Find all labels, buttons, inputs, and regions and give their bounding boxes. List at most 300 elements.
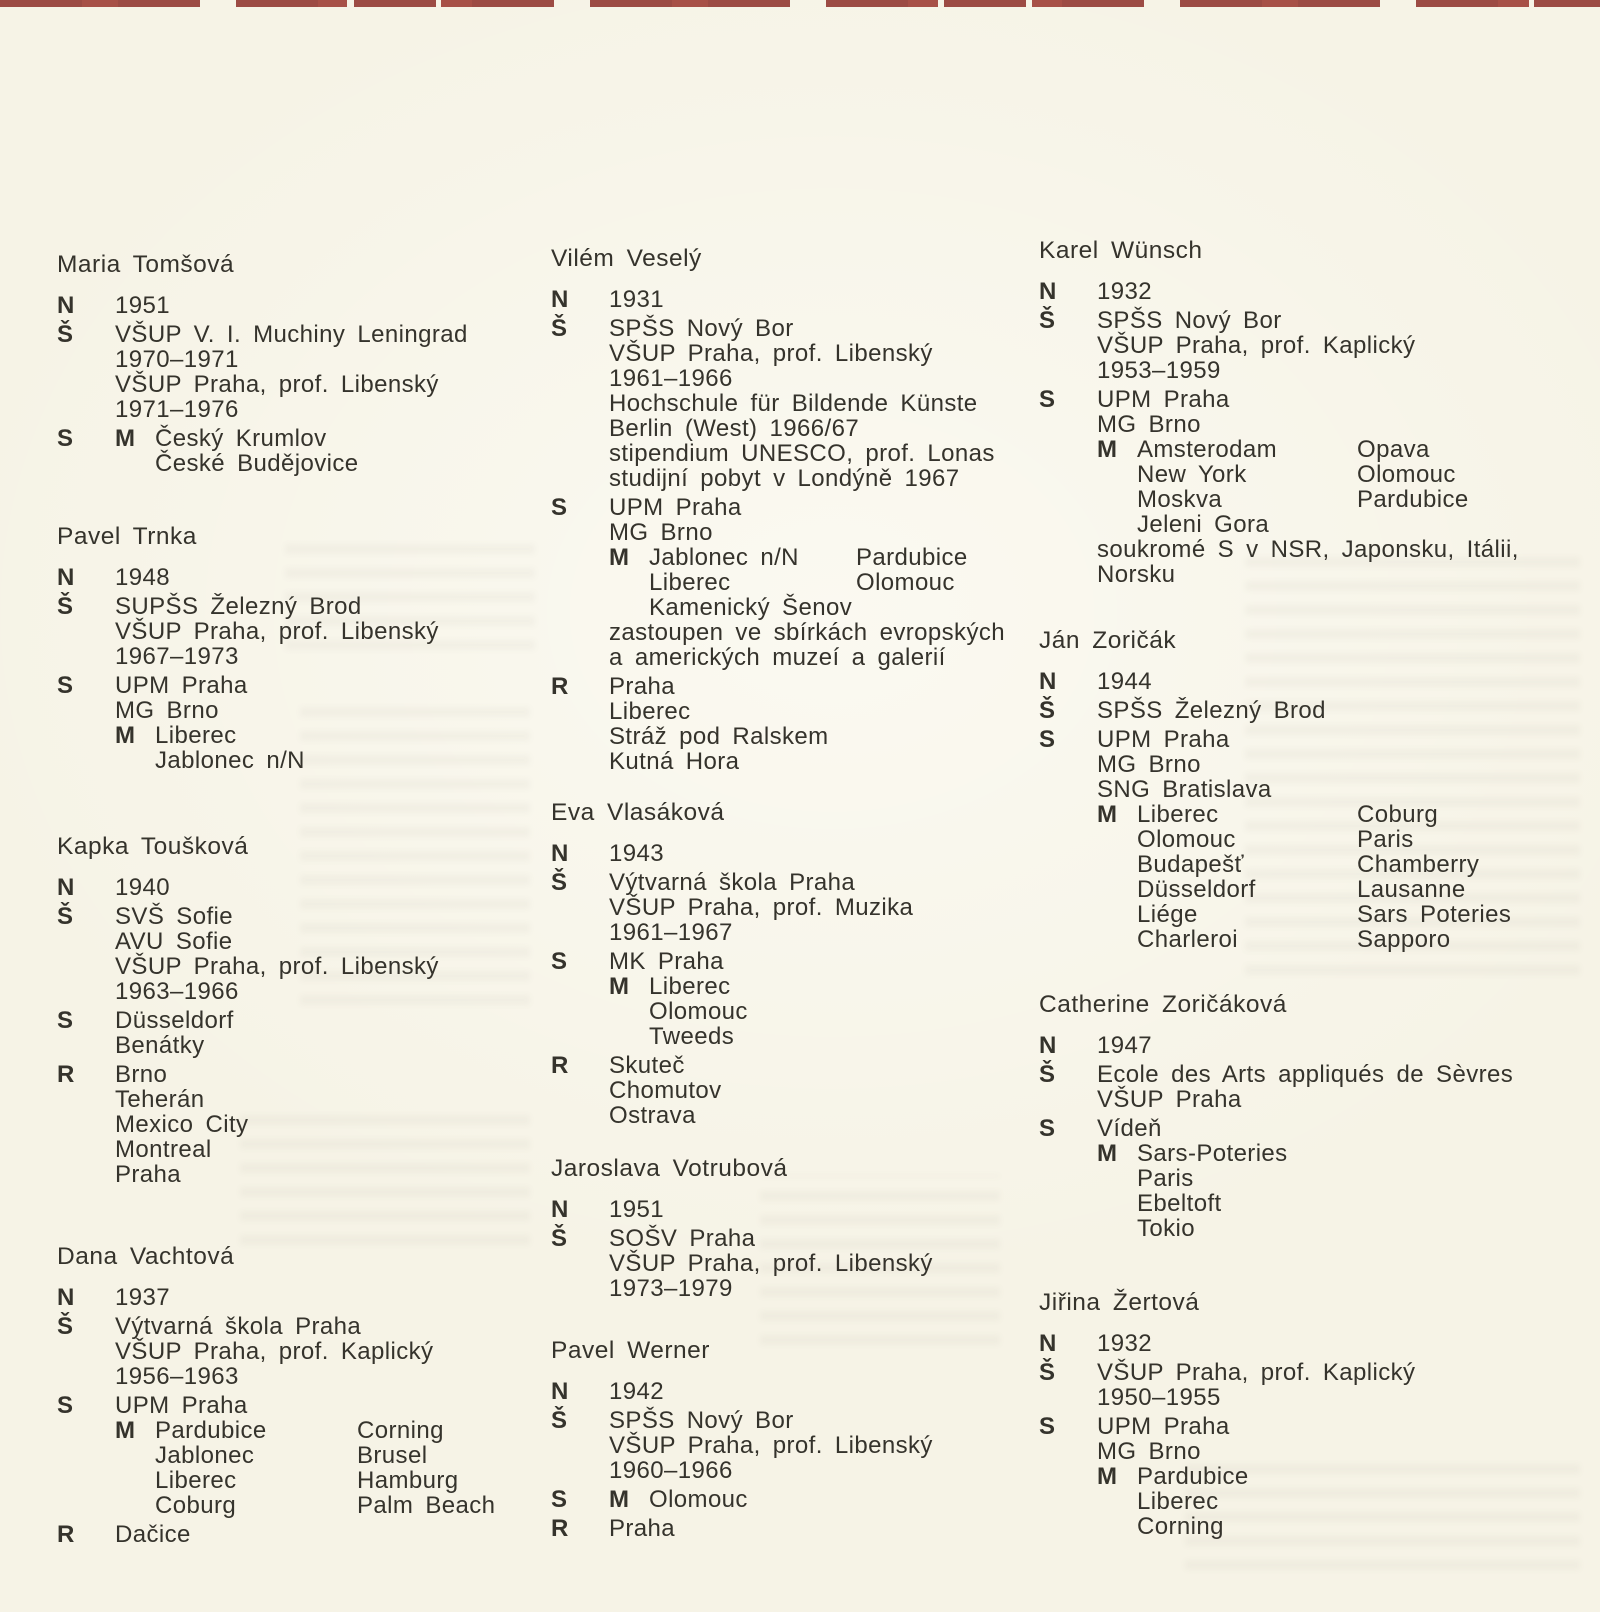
bio-row-content (115, 565, 543, 590)
bio-line (115, 1008, 543, 1033)
bio-row (551, 1516, 1043, 1541)
bio-line (1097, 562, 1599, 587)
bio-line-text: a amerických muzeí a galerií (609, 644, 946, 671)
bio-row-label: S (57, 672, 74, 699)
bio-line (1097, 1087, 1599, 1112)
bio-row-label: Š (57, 1313, 74, 1340)
bio-line-text: Skuteč (609, 1052, 685, 1079)
bio-row-content (115, 1008, 543, 1058)
bio-line (609, 520, 1043, 545)
bio-line-text: Jeleni Gora (1137, 511, 1270, 538)
bio-line (609, 645, 1043, 670)
bio-line-text: Chomutov (609, 1077, 722, 1104)
bio-line-text: Jablonec (155, 1442, 255, 1469)
bio-line-text: Vídeň (1097, 1115, 1162, 1142)
bio-line (609, 545, 1043, 570)
bio-line-text: VŠUP Praha, prof. Libenský (115, 618, 439, 645)
bio-line (609, 391, 1043, 416)
bio-line-text: 1970–1971 (115, 346, 239, 373)
bio-line (609, 1251, 1043, 1276)
bio-row (551, 316, 1043, 491)
bio-line-text: VŠUP Praha, prof. Libenský (609, 340, 933, 367)
bio-line-text: Tokio (1137, 1215, 1196, 1242)
bio-line-text: Stráž pod Ralskem (609, 723, 829, 750)
bio-line (609, 920, 1043, 945)
bio-line-text: Liberec (609, 698, 691, 725)
bio-row (551, 1226, 1043, 1301)
bio-line-text: MG Brno (1097, 751, 1201, 778)
bio-row-content (115, 426, 543, 476)
bio-line-text: Praha (115, 1161, 182, 1188)
bio-line (115, 698, 543, 723)
bio-line (1097, 1116, 1599, 1141)
bio-line-text: VŠUP V. I. Muchiny Leningrad (115, 321, 468, 348)
artist-entry (551, 1156, 1043, 1301)
bio-row (57, 565, 543, 590)
bio-line (1097, 727, 1599, 752)
bio-row-label: S (1039, 726, 1056, 753)
bio-line (115, 1314, 543, 1339)
artist-name: Karel Wünsch (1039, 237, 1203, 264)
bio-line-text: Liberec (649, 973, 731, 1000)
artist-entry (57, 834, 543, 1187)
bio-line (609, 1516, 1043, 1541)
bio-line (609, 974, 1043, 999)
bio-row (1039, 1033, 1599, 1058)
bio-line-text: MG Brno (609, 519, 713, 546)
bio-line-text: VŠUP Praha, prof. Libenský (609, 1432, 933, 1459)
bio-line (115, 875, 543, 900)
bio-row (1039, 669, 1599, 694)
bio-row-content (1097, 669, 1599, 694)
bio-row-content (609, 841, 1043, 866)
bio-line-text: 1951 (115, 292, 170, 319)
bio-row-content (1097, 1116, 1599, 1241)
bio-line (1097, 333, 1599, 358)
bio-line (115, 748, 543, 773)
bio-line-text: VŠUP Praha, prof. Libenský (609, 1250, 933, 1277)
bio-line-text: SOŠV Praha (609, 1225, 756, 1252)
bio-line (115, 1364, 543, 1389)
museum-label: M (1097, 1463, 1118, 1490)
bio-row-label: Š (551, 1407, 568, 1434)
bio-line-text: 1943 (609, 840, 664, 867)
bio-line (1097, 1033, 1599, 1058)
bio-line (609, 1487, 1043, 1512)
bio-line-text: 1932 (1097, 278, 1152, 305)
bio-line-text: 1944 (1097, 668, 1152, 695)
artist-name: Jaroslava Votrubová (551, 1155, 788, 1182)
bio-line (609, 1078, 1043, 1103)
bio-line-text: 1932 (1097, 1330, 1152, 1357)
bio-row-label: S (551, 494, 568, 521)
museum-label: M (115, 425, 136, 452)
bio-line-text: Ebeltoft (1137, 1190, 1222, 1217)
bio-line-text: České Budějovice (155, 450, 359, 477)
bio-line-text: Liberec (1137, 801, 1219, 828)
bio-line-text: 1973–1979 (609, 1275, 733, 1302)
bio-line-text: UPM Praha (1097, 726, 1230, 753)
bio-line-text: studijní pobyt v Londýně 1967 (609, 465, 960, 492)
bio-line (1097, 877, 1599, 902)
bio-line (115, 1443, 543, 1468)
bio-line-text: zastoupen ve sbírkách evropských (609, 619, 1005, 646)
bio-line-text: UPM Praha (115, 1392, 248, 1419)
bio-line (115, 322, 543, 347)
bio-line-text: Olomouc (649, 1486, 748, 1513)
bio-line (115, 293, 543, 318)
bio-line (609, 570, 1043, 595)
bio-row-content (115, 293, 543, 318)
bio-line-text: 1940 (115, 874, 170, 901)
artist-entry (57, 1244, 543, 1547)
bio-line-text: Liége (1137, 901, 1198, 928)
artist-entry (551, 1338, 1043, 1541)
bio-row (57, 322, 543, 422)
bio-row-label: Š (57, 593, 74, 620)
bio-row (1039, 1116, 1599, 1241)
bio-row-label: Š (57, 903, 74, 930)
bio-line (609, 595, 1043, 620)
bio-row-label: R (57, 1521, 75, 1548)
bio-line (115, 347, 543, 372)
bio-line-text: VŠUP Praha, prof. Libenský (115, 953, 439, 980)
bio-row-label: N (57, 874, 75, 901)
bio-row (1039, 698, 1599, 723)
column-3 (1039, 0, 1599, 1612)
bio-line (609, 949, 1043, 974)
bio-row (551, 870, 1043, 945)
bio-line (1097, 902, 1599, 927)
bio-line-text: Coburg (155, 1492, 237, 1519)
artist-name: Eva Vlasáková (551, 799, 725, 826)
bio-line-text: SVŠ Sofie (115, 903, 233, 930)
bio-row-content (115, 322, 543, 422)
artist-entry (551, 246, 1043, 774)
bio-line (609, 1197, 1043, 1222)
bio-row-content (609, 287, 1043, 312)
bio-line (115, 673, 543, 698)
bio-line-text: Montreal (115, 1136, 212, 1163)
bio-line (1097, 669, 1599, 694)
museum-label: M (609, 544, 630, 571)
bio-line (609, 466, 1043, 491)
bio-line-text: 1953–1959 (1097, 357, 1221, 384)
artist-name: Maria Tomšová (57, 251, 235, 278)
bio-line (115, 1162, 543, 1187)
bio-line-text: Český Krumlov (155, 425, 327, 452)
bio-line-text: SUPŠS Železný Brod (115, 593, 362, 620)
bio-line (609, 441, 1043, 466)
bio-row-content (609, 674, 1043, 774)
bio-line (1097, 802, 1599, 827)
bio-line-text: 1963–1966 (115, 978, 239, 1005)
bio-line (1097, 1216, 1599, 1241)
bio-line (115, 954, 543, 979)
bio-line (115, 1112, 543, 1137)
bio-line-text: 1956–1963 (115, 1363, 239, 1390)
bio-row-label: N (1039, 668, 1057, 695)
bio-row (551, 1487, 1043, 1512)
artist-entry (1039, 628, 1599, 952)
bio-row-content (1097, 727, 1599, 952)
bio-line-text: Ecole des Arts appliqués de Sèvres (1097, 1061, 1514, 1088)
bio-line-text: Düsseldorf (115, 1007, 234, 1034)
bio-row (551, 1053, 1043, 1128)
bio-line-right-text: Sars Poteries (1357, 901, 1512, 928)
bio-row (551, 674, 1043, 774)
bio-line-text: Amsterodam (1137, 436, 1278, 463)
bio-line (115, 619, 543, 644)
artist-name: Pavel Werner (551, 1337, 710, 1364)
bio-line-text: Teherán (115, 1086, 205, 1113)
bio-row-content (1097, 698, 1599, 723)
bio-line (609, 999, 1043, 1024)
bio-line (115, 929, 543, 954)
bio-line (115, 594, 543, 619)
bio-row-label: N (57, 1284, 75, 1311)
bio-line (1097, 487, 1599, 512)
bio-line-right-text: Sapporo (1357, 926, 1451, 953)
bio-line-text: Moskva (1137, 486, 1223, 513)
bio-row-label: S (57, 425, 74, 452)
bio-line (1097, 1439, 1599, 1464)
bio-row (57, 1522, 543, 1547)
bio-row-content (609, 1487, 1043, 1512)
bio-line-right-text: Chamberry (1357, 851, 1480, 878)
bio-row-label: S (1039, 1413, 1056, 1440)
bio-row (57, 1285, 543, 1310)
bio-line (1097, 1191, 1599, 1216)
artist-entry (1039, 1290, 1599, 1539)
bio-row-label: S (1039, 386, 1056, 413)
bio-line (609, 895, 1043, 920)
bio-line-text: 1948 (115, 564, 170, 591)
bio-line-text: Norsku (1097, 561, 1176, 588)
bio-line (115, 979, 543, 1004)
bio-line-text: stipendium UNESCO, prof. Lonas (609, 440, 995, 467)
bio-line (1097, 752, 1599, 777)
bio-row-content (115, 1285, 543, 1310)
bio-line-text: Liberec (1137, 1488, 1219, 1515)
bio-line (1097, 537, 1599, 562)
bio-line (609, 287, 1043, 312)
bio-row (57, 1062, 543, 1187)
bio-line (1097, 279, 1599, 304)
bio-line (609, 1226, 1043, 1251)
bio-line-text: UPM Praha (1097, 386, 1230, 413)
bio-line (1097, 1385, 1599, 1410)
bio-line-text: 1937 (115, 1284, 170, 1311)
bio-row (551, 1379, 1043, 1404)
bio-line (609, 724, 1043, 749)
bio-line (115, 723, 543, 748)
bio-line (115, 1339, 543, 1364)
bio-line-text: New York (1137, 461, 1247, 488)
bio-line-text: Jablonec n/N (649, 544, 799, 571)
bio-line-text: Praha (609, 673, 676, 700)
bio-line (115, 565, 543, 590)
bio-line (609, 620, 1043, 645)
bio-row-content (609, 495, 1043, 670)
bio-line (115, 1062, 543, 1087)
bio-row-content (609, 316, 1043, 491)
bio-row-label: N (551, 1196, 569, 1223)
bio-row (57, 426, 543, 476)
bio-line (609, 416, 1043, 441)
artist-entry (57, 524, 543, 773)
bio-line-text: Kamenický Šenov (649, 594, 853, 621)
bio-line-text: MG Brno (1097, 1438, 1201, 1465)
bio-line-text: 1942 (609, 1378, 664, 1405)
bio-line-text: Düsseldorf (1137, 876, 1256, 903)
bio-row-label: Š (1039, 1359, 1056, 1386)
bio-row-label: R (551, 673, 569, 700)
bio-row-label: N (551, 286, 569, 313)
bio-row-label: N (57, 292, 75, 319)
museum-label: M (609, 1486, 630, 1513)
bio-row-content (609, 1197, 1043, 1222)
bio-line (609, 1379, 1043, 1404)
bio-row-label: Š (551, 869, 568, 896)
bio-line-text: VŠUP Praha, prof. Kaplický (115, 1338, 434, 1365)
bio-line (115, 1393, 543, 1418)
bio-line-text: Mexico City (115, 1111, 249, 1138)
bio-line (115, 426, 543, 451)
bio-row (551, 1408, 1043, 1483)
bio-line-text: Pardubice (155, 1417, 267, 1444)
bio-line-text: Sars-Poteries (1137, 1140, 1288, 1167)
bio-line (609, 1276, 1043, 1301)
bio-row (57, 293, 543, 318)
bio-line-text: Výtvarná škola Praha (115, 1313, 362, 1340)
bio-line-text: Corning (1137, 1513, 1224, 1540)
bio-line (1097, 1464, 1599, 1489)
bio-row (1039, 1331, 1599, 1356)
museum-label: M (609, 973, 630, 1000)
bio-line (115, 397, 543, 422)
bio-row-label: Š (57, 321, 74, 348)
bio-line-right-text: Corning (357, 1417, 444, 1444)
bio-line-text: UPM Praha (1097, 1413, 1230, 1440)
column-2 (551, 0, 1043, 1612)
bio-row-label: R (57, 1061, 75, 1088)
bio-line-text: VŠUP Praha (1097, 1086, 1242, 1113)
bio-line (1097, 437, 1599, 462)
artist-entry (1039, 238, 1599, 587)
bio-line-text: 1947 (1097, 1032, 1152, 1059)
bio-row (1039, 308, 1599, 383)
bio-line-text: Olomouc (649, 998, 748, 1025)
column-1 (57, 0, 543, 1612)
bio-row-content (115, 1062, 543, 1187)
bio-line (1097, 927, 1599, 952)
bio-row (551, 287, 1043, 312)
bio-line (609, 1053, 1043, 1078)
bio-line-text: VŠUP Praha, prof. Kaplický (1097, 1359, 1416, 1386)
bio-line-text: SPŠS Nový Bor (1097, 307, 1282, 334)
bio-line (115, 1087, 543, 1112)
bio-row (57, 1314, 543, 1389)
bio-line (1097, 698, 1599, 723)
artist-name: Jiřina Žertová (1039, 1289, 1200, 1316)
bio-row-content (609, 1379, 1043, 1404)
bio-line-text: Paris (1137, 1165, 1194, 1192)
bio-line-text: 1960–1966 (609, 1457, 733, 1484)
bio-line (1097, 512, 1599, 537)
bio-row-content (609, 1226, 1043, 1301)
bio-line (1097, 1360, 1599, 1385)
bio-row (57, 904, 543, 1004)
bio-line (1097, 1489, 1599, 1514)
bio-line-text: 1961–1966 (609, 365, 733, 392)
bio-line-right-text: Coburg (1357, 801, 1439, 828)
bio-line (609, 316, 1043, 341)
bio-line-right-text: Hamburg (357, 1467, 459, 1494)
bio-line-right-text: Pardubice (1357, 486, 1469, 513)
bio-row-label: Š (1039, 1061, 1056, 1088)
bio-line (115, 644, 543, 669)
bio-row (551, 841, 1043, 866)
bio-row-content (115, 1522, 543, 1547)
artist-name: Ján Zoričák (1039, 627, 1177, 654)
bio-row-label: N (551, 1378, 569, 1405)
bio-line-text: 1950–1955 (1097, 1384, 1221, 1411)
bio-line-text: MG Brno (1097, 411, 1201, 438)
artist-name: Dana Vachtová (57, 1243, 235, 1270)
bio-row-label: R (551, 1515, 569, 1542)
bio-line-text: Pardubice (1137, 1463, 1249, 1490)
bio-row-label: Š (551, 1225, 568, 1252)
bio-row-content (115, 904, 543, 1004)
bio-row (57, 1008, 543, 1058)
bio-row-content (1097, 308, 1599, 383)
bio-line (115, 372, 543, 397)
bio-line (115, 1493, 543, 1518)
bio-line-text: Liberec (649, 569, 731, 596)
bio-line (1097, 1166, 1599, 1191)
museum-label: M (1097, 1140, 1118, 1167)
bio-line-text: 1967–1973 (115, 643, 239, 670)
bio-row (57, 1393, 543, 1518)
bio-row-content (1097, 1033, 1599, 1058)
bio-line (1097, 1331, 1599, 1356)
bio-line (115, 1285, 543, 1310)
bio-line-text: Dačice (115, 1521, 191, 1548)
bio-row-content (609, 1516, 1043, 1541)
bio-line-right-text: Pardubice (856, 544, 968, 571)
bio-row-content (1097, 1360, 1599, 1410)
bio-line (1097, 827, 1599, 852)
bio-line-text: soukromé S v NSR, Japonsku, Itálii, (1097, 536, 1519, 563)
bio-row-content (1097, 387, 1599, 587)
bio-line (1097, 852, 1599, 877)
bio-line-text: VŠUP Praha, prof. Muzika (609, 894, 914, 921)
bio-line-text: Berlin (West) 1966/67 (609, 415, 860, 442)
artist-entry (1039, 992, 1599, 1241)
museum-label: M (1097, 801, 1118, 828)
bio-row-content (609, 949, 1043, 1049)
bio-line-text: AVU Sofie (115, 928, 233, 955)
bio-line-text: UPM Praha (115, 672, 248, 699)
bio-line-text: Liberec (155, 1467, 237, 1494)
museum-label: M (1097, 436, 1118, 463)
bio-row-content (1097, 279, 1599, 304)
bio-line-text: SPŠS Nový Bor (609, 315, 794, 342)
bio-row-label: S (551, 948, 568, 975)
bio-row-label: Š (1039, 697, 1056, 724)
bio-line (1097, 1062, 1599, 1087)
